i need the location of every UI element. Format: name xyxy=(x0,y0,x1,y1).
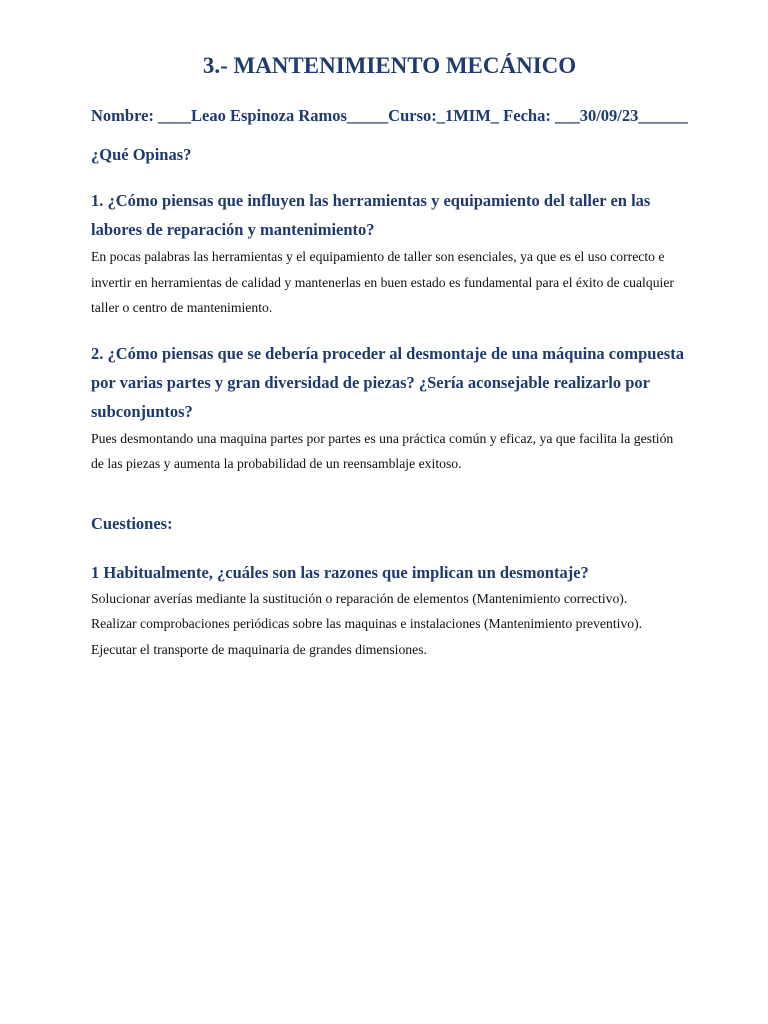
student-info-line: Nombre: ____Leao Espinoza Ramos_____Curso:_1MIM_ Fecha: ___30/09/23______ xyxy=(91,106,688,125)
answer-3-line: Realizar comprobaciones periódicas sobre las maquinas e instalaciones (Mantenimiento preventivo). xyxy=(91,616,643,631)
answer-3 xyxy=(91,586,688,663)
question-2: 2. ¿Cómo piensas que se debería proceder al desmontaje de una máquina compuesta por varias partes y gran diversidad de piezas? ¿Sería aconsejable realizarlo por subconjuntos? xyxy=(91,343,684,421)
section-heading-opinas: ¿Qué Opinas? xyxy=(91,145,192,164)
question-1: 1. ¿Cómo piensas que influyen las herramientas y equipamiento del taller en las labores de reparación y mantenimiento? xyxy=(91,191,651,239)
answer-3-line: Ejecutar el transporte de maquinaria de grandes dimensiones. xyxy=(91,641,427,657)
answer-2: Pues desmontando una maquina partes por partes es una práctica común y eficaz, ya que facilita la gestión de las piezas y aumenta la probabilidad de un reensamblaje exitoso. xyxy=(91,430,674,471)
page-title: 3.- MANTENIMIENTO MECÁNICO xyxy=(202,53,577,78)
answer-3-line: Solucionar averías mediante la sustitución o reparación de elementos (Mantenimiento correctivo). xyxy=(91,590,628,606)
question-3: 1 Habitualmente, ¿cuáles son las razones que implican un desmontaje? xyxy=(91,562,589,582)
section-heading-cuestiones: Cuestiones: xyxy=(91,513,173,533)
answer-1: En pocas palabras las herramientas y el equipamiento de taller son esenciales, ya que es el uso correcto e invertir en herramientas de calidad y mantenerlas en buen estado es fundamental para el éxito de cualquier taller o centro de mantenimiento. xyxy=(91,249,674,315)
